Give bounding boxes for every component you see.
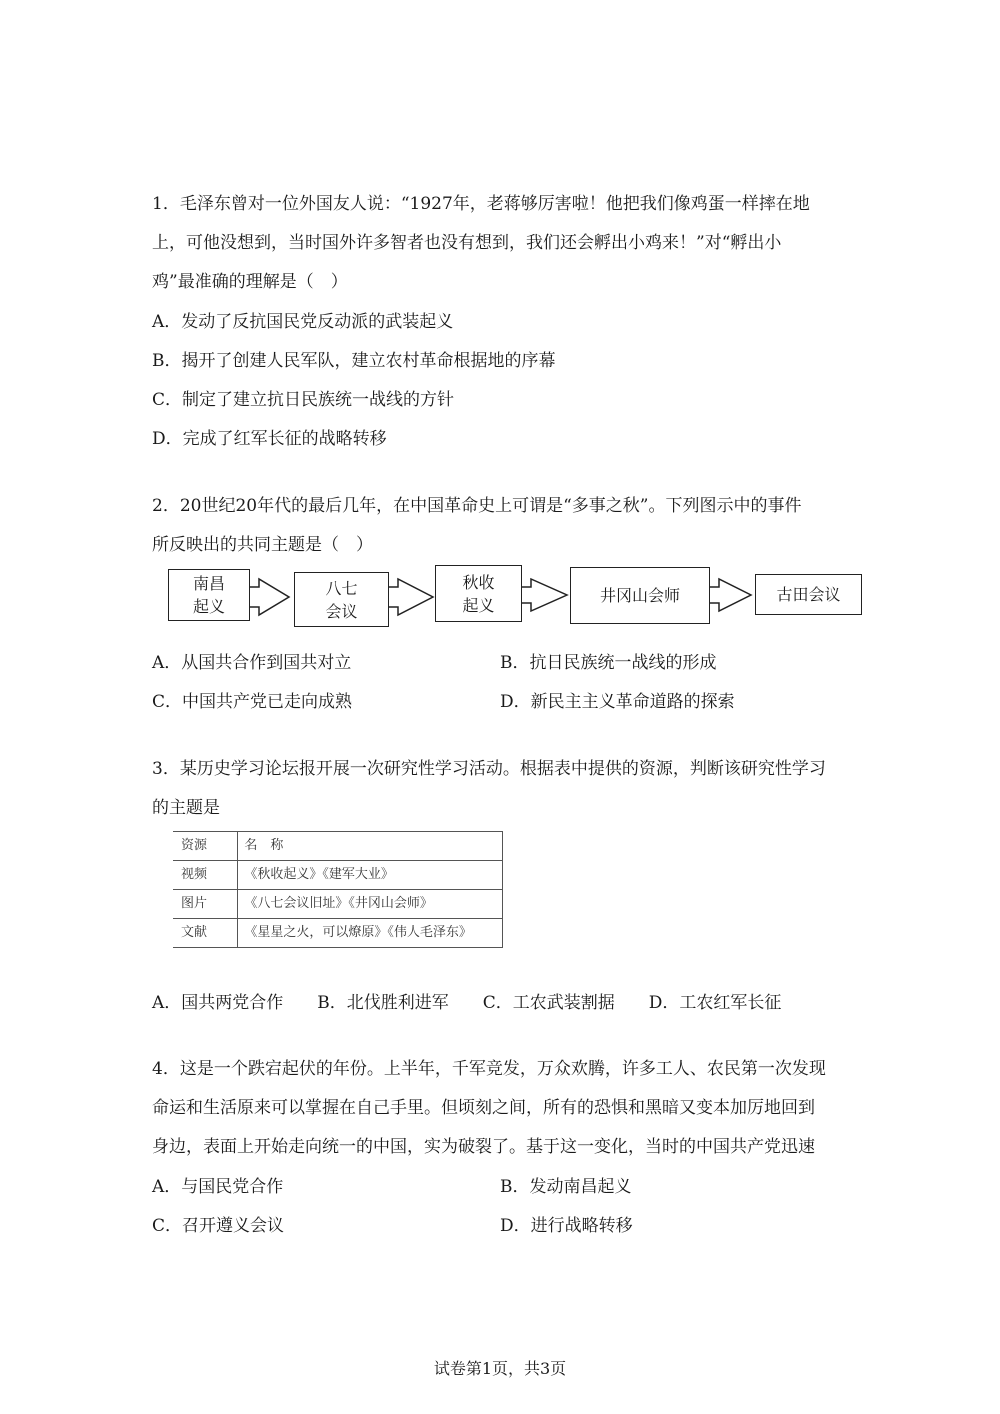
q4-option-d: D．进行战略转移	[500, 1216, 633, 1236]
q4-stem-line-2: 命运和生活原来可以掌握在自己手里。但顷刻之间，所有的恐惧和黑暗又变本加厉地回到	[152, 1098, 815, 1118]
flow-arrow-3	[521, 579, 567, 611]
q3-stem-line-2: 的主题是	[152, 798, 220, 818]
q1-stem-line-3: 鸡”最准确的理解是（ ）	[152, 272, 348, 292]
table-cell-type: 文献	[173, 919, 238, 948]
q4-option-c: C．召开遵义会议	[152, 1216, 285, 1236]
q1-stem-line-1: 1．毛泽东曾对一位外国友人说：“1927年，老蒋够厉害啦！他把我们像鸡蛋一样摔在地	[152, 194, 810, 214]
resource-table	[173, 831, 503, 948]
table-header-name: 名 称	[238, 832, 503, 861]
q1-stem-line-2: 上，可他没想到，当时国外许多智者也没有想到，我们还会孵出小鸡来！”对“孵出小	[152, 233, 782, 253]
table-cell-type: 视频	[173, 861, 238, 890]
table-row	[173, 861, 503, 890]
flow-arrow-1	[249, 579, 289, 615]
q2-stem-line-1: 2．20世纪20年代的最后几年，在中国革命史上可谓是“多事之秋”。下列图示中的事件	[152, 496, 802, 516]
table-header-resource: 资源	[173, 832, 238, 861]
q2-option-d: D．新民主主义革命道路的探索	[500, 692, 735, 712]
flow-box-august-seventh-meeting: 八七 会议	[294, 572, 389, 627]
q4-stem-line-3: 身边，表面上开始走向统一的中国，实为破裂了。基于这一变化，当时的中国共产党迅速	[152, 1137, 815, 1157]
table-row	[173, 919, 503, 948]
flow-box-autumn-harvest-uprising: 秋收 起义	[435, 565, 522, 622]
q1-option-d: D．完成了红军长征的战略转移	[152, 429, 387, 449]
q3-stem-line-1: 3．某历史学习论坛报开展一次研究性学习活动。根据表中提供的资源，判断该研究性学习	[152, 759, 826, 779]
q4-option-a: A．与国民党合作	[152, 1177, 284, 1197]
q4-stem-line-1: 4．这是一个跌宕起伏的年份。上半年，千军竞发，万众欢腾，许多工人、农民第一次发现	[152, 1059, 826, 1079]
q2-option-c: C．中国共产党已走向成熟	[152, 692, 353, 712]
table-cell-type: 图片	[173, 890, 238, 919]
flow-box-gutian-meeting: 古田会议	[755, 574, 862, 615]
q2-stem-line-2: 所反映出的共同主题是（ ）	[152, 535, 373, 555]
table-cell-titles: 《秋收起义》《建军大业》	[238, 861, 503, 890]
table-row	[173, 890, 503, 919]
flow-arrow-2	[388, 579, 433, 615]
q4-option-b: B．发动南昌起义	[500, 1177, 632, 1197]
table-cell-titles: 《星星之火，可以燎原》《伟人毛泽东》	[238, 919, 503, 948]
q2-option-a: A．从国共合作到国共对立	[152, 653, 352, 673]
q2-option-b: B．抗日民族统一战线的形成	[500, 653, 717, 673]
flow-box-jinggangshan-rendezvous: 井冈山会师	[570, 567, 710, 624]
q1-option-a: A．发动了反抗国民党反动派的武装起义	[152, 312, 454, 332]
flow-box-nanchang-uprising: 南昌 起义	[168, 569, 250, 621]
table-cell-titles: 《八七会议旧址》《井冈山会师》	[238, 890, 503, 919]
page-footer: 试卷第1页，共3页	[433, 1359, 567, 1378]
table-header-row	[173, 832, 503, 861]
q3-options: A．国共两党合作 B．北伐胜利进军 C．工农武装割据 D．工农红军长征	[152, 993, 782, 1013]
q1-option-b: B．揭开了创建人民军队，建立农村革命根据地的序幕	[152, 351, 556, 371]
q1-option-c: C．制定了建立抗日民族统一战线的方针	[152, 390, 455, 410]
flow-arrow-4	[709, 579, 751, 611]
